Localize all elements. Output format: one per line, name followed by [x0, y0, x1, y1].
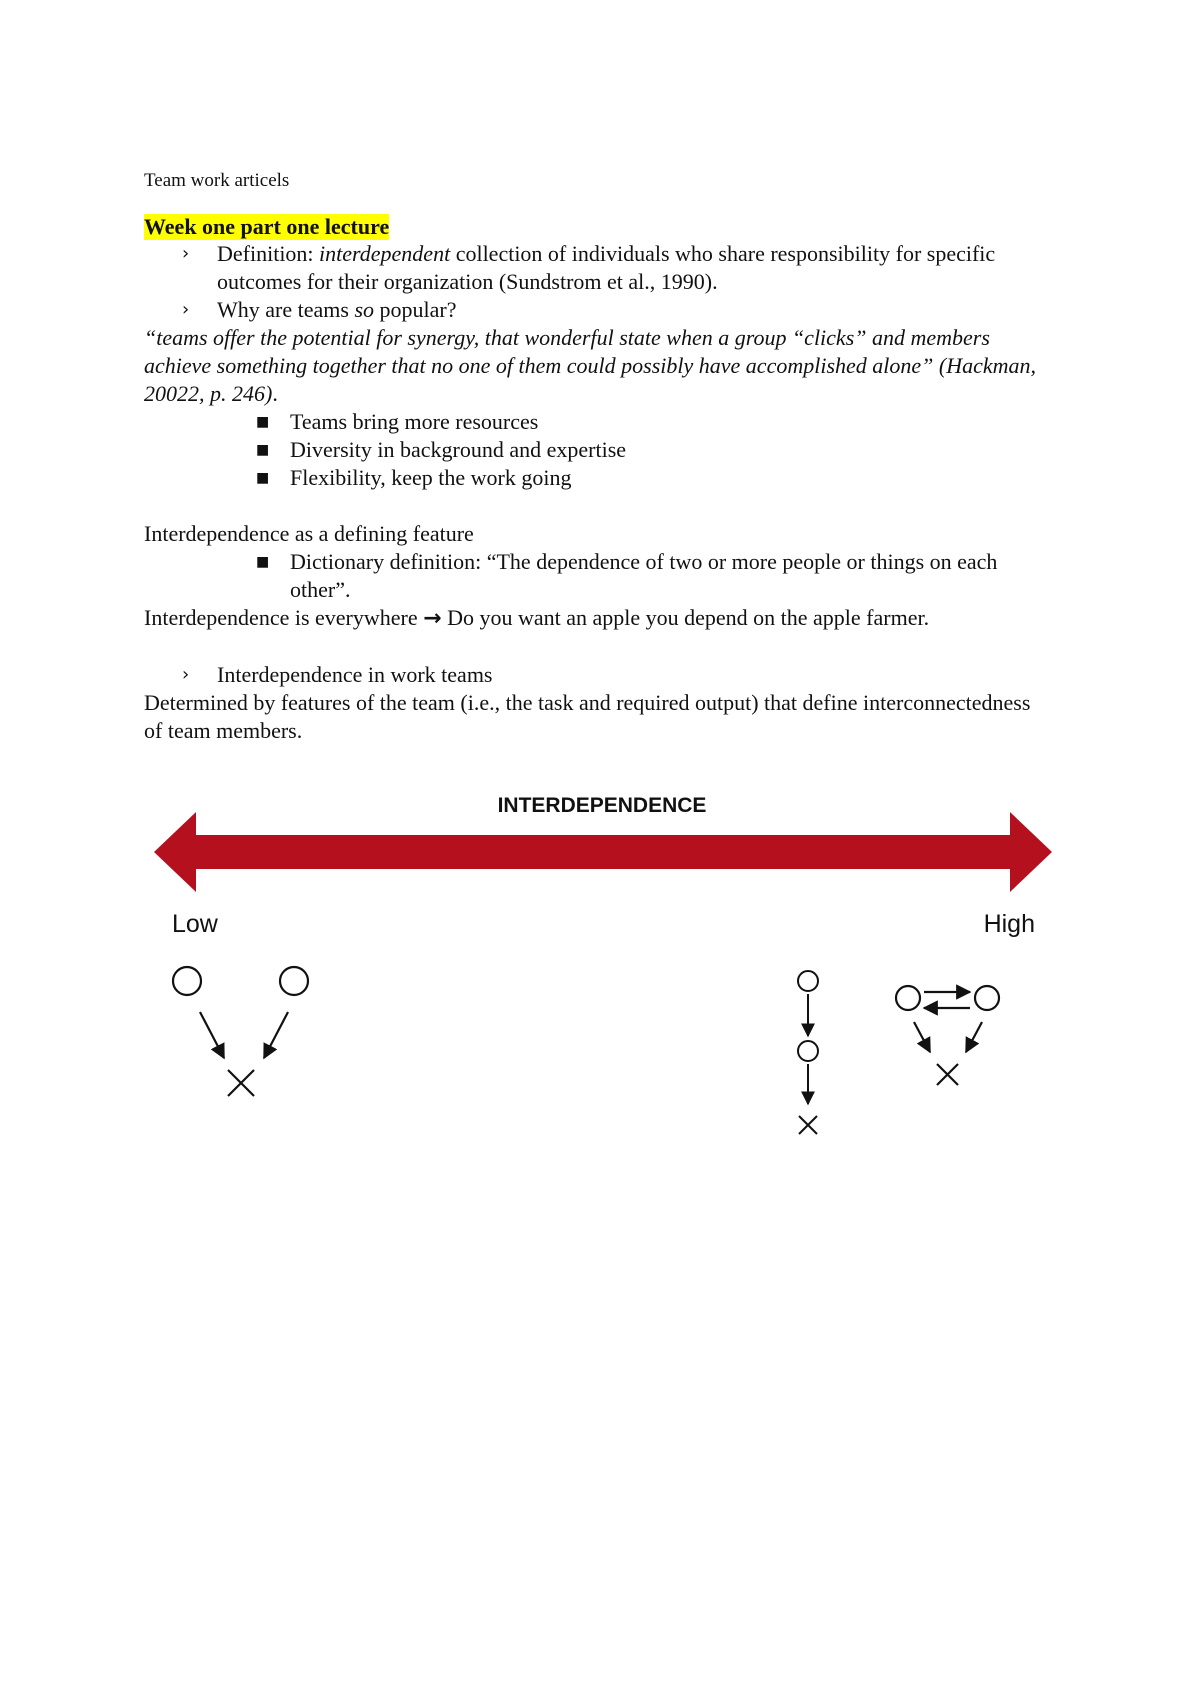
- reason-text: Flexibility, keep the work going: [290, 465, 572, 490]
- right-arrow-icon: →: [423, 606, 442, 631]
- reason-text: Teams bring more resources: [290, 409, 539, 434]
- reason-text: Diversity in background and expertise: [290, 437, 627, 462]
- everywhere-right: Do you want an apple you depend on the apple farmer.: [441, 605, 930, 630]
- dictionary-text: Dictionary definition: “The dependence of two or more people or things on each other”.: [290, 549, 998, 602]
- definition-rest: collection of individuals who share responsibility for specific outcomes for their organization (Sundstrom et al., 1990).: [217, 241, 996, 294]
- why-prefix: Why are teams: [217, 297, 355, 322]
- double-headed-arrow: [154, 812, 1052, 892]
- list-item-work-teams: [144, 661, 1044, 689]
- list-item-why-popular: [144, 296, 1044, 324]
- document-title: Team work articels: [144, 170, 290, 191]
- interdependence-diagram-svg: [144, 790, 1064, 1150]
- low-label: Low: [172, 910, 218, 938]
- chevron-bullet-icon: ›: [182, 664, 190, 685]
- interdependence-heading: Interdependence as a defining feature: [144, 521, 474, 546]
- work-teams-text: Interdependence in work teams: [217, 662, 493, 687]
- member-node: [975, 986, 999, 1010]
- reciprocal-interdependence-figure: [896, 986, 999, 1085]
- member-node: [798, 1041, 818, 1061]
- contribution-arrow: [966, 1022, 982, 1052]
- square-bullet-icon: ■: [256, 470, 270, 486]
- hackman-quote: [144, 324, 1044, 408]
- list-item-definition: [144, 240, 1044, 296]
- definition-prefix: Definition:: [217, 241, 320, 266]
- square-bullet-icon: ■: [256, 442, 270, 458]
- section-heading: Week one part one lecture: [144, 214, 390, 239]
- quote-text: “teams offer the potential for synergy, that wonderful state when a group “clicks” and members achieve something together that no one of them could possibly have accomplished alone” (Hackman, 20022, p. 246): [144, 325, 1037, 406]
- high-label: High: [983, 910, 1035, 938]
- list-item-dictionary: [144, 548, 1044, 604]
- member-node: [798, 971, 818, 991]
- spacer: [144, 633, 1044, 661]
- diagram-title: INTERDEPENDENCE: [497, 794, 707, 817]
- chevron-bullet-icon: ›: [182, 243, 190, 264]
- contribution-arrow: [914, 1022, 930, 1052]
- member-node: [280, 967, 308, 995]
- quote-end: .: [272, 381, 278, 406]
- list-item-reason: [144, 408, 1044, 436]
- contribution-arrow: [200, 1012, 224, 1058]
- determined-by-text: Determined by features of the team (i.e., the task and required output) that define interconnectedness of team members.: [144, 690, 1031, 743]
- sequential-interdependence-figure: [798, 971, 818, 1134]
- why-rest: popular?: [374, 297, 457, 322]
- list-item-reason: [144, 436, 1044, 464]
- list-item-reason: [144, 464, 1044, 492]
- pooled-interdependence-figure: [173, 967, 308, 1096]
- member-node: [896, 986, 920, 1010]
- section-heading-wrap: [144, 214, 1044, 240]
- document-page: [144, 170, 1044, 745]
- everywhere-line: [144, 604, 1044, 633]
- spacer: [144, 492, 1044, 520]
- square-bullet-icon: ■: [256, 554, 270, 570]
- interdependence-diagram: [144, 790, 1064, 1150]
- member-node: [173, 967, 201, 995]
- square-bullet-icon: ■: [256, 414, 270, 430]
- definition-emphasis: interdependent: [319, 241, 451, 266]
- why-emphasis: so: [354, 297, 374, 322]
- chevron-bullet-icon: ›: [182, 299, 190, 320]
- everywhere-left: Interdependence is everywhere: [144, 605, 424, 630]
- contribution-arrow: [264, 1012, 288, 1058]
